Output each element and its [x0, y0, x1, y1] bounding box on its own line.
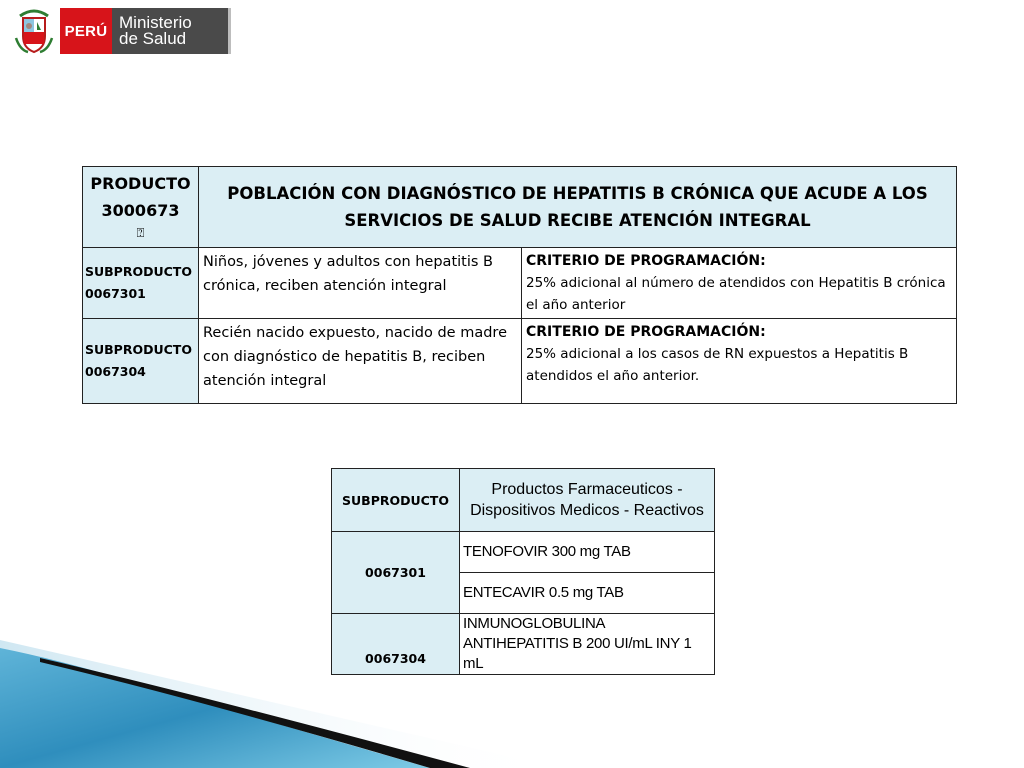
supply-item: INMUNOGLOBULINA ANTIHEPATITIS B 200 UI/mL INY 1 mL — [460, 614, 715, 675]
supply-row — [332, 532, 715, 573]
logo-ministry-box — [112, 8, 228, 54]
supplies-header-row — [332, 469, 715, 532]
product-glyph: ⍰ — [136, 226, 145, 241]
product-table — [82, 166, 957, 404]
logo-ministry-line2: de Salud — [119, 29, 187, 48]
subproduct-cell — [83, 319, 199, 404]
subproduct-code: 0067304 — [85, 364, 146, 379]
subproduct-code: 0067304 — [332, 614, 460, 675]
subproduct-row — [83, 319, 957, 404]
subproduct-label: SUBPRODUCTO — [85, 264, 192, 279]
product-code: 3000673 — [101, 201, 180, 220]
criterion-cell — [522, 248, 957, 319]
subproduct-code: 0067301 — [332, 532, 460, 614]
criterion-text: 25% adicional a los casos de RN expuestos a Hepatitis B atendidos el año anterior. — [526, 346, 909, 384]
criterion-title: CRITERIO DE PROGRAMACIÓN: — [526, 324, 766, 340]
logo-ministry-line1: Ministerio — [119, 13, 192, 32]
criterion-cell — [522, 319, 957, 404]
subproduct-cell — [83, 248, 199, 319]
supply-item: ENTECAVIR 0.5 mg TAB — [460, 573, 715, 614]
supply-item: TENOFOVIR 300 mg TAB — [460, 532, 715, 573]
subproduct-row — [83, 248, 957, 319]
decorative-swoosh — [0, 600, 1024, 768]
products-column-header: Productos Farmaceuticos - Dispositivos Medicos - Reactivos — [460, 469, 715, 532]
subproduct-description: Niños, jóvenes y adultos con hepatitis B crónica, reciben atención integral — [199, 248, 522, 319]
subproduct-code: 0067301 — [85, 286, 146, 301]
product-title: POBLACIÓN CON DIAGNÓSTICO DE HEPATITIS B CRÓNICA QUE ACUDE A LOS SERVICIOS DE SALUD RECIBE ATENCIÓN INTEGRAL — [199, 167, 957, 248]
criterion-text: 25% adicional al número de atendidos con Hepatitis B crónica el año anterior — [526, 275, 946, 313]
subproduct-label: SUBPRODUCTO — [85, 342, 192, 357]
product-label: PRODUCTO — [90, 174, 191, 193]
logo-edge — [228, 8, 231, 54]
ministry-logo — [14, 6, 231, 56]
product-header-row — [83, 167, 957, 248]
subproduct-column-header: SUBPRODUCTO — [332, 469, 460, 532]
logo-country-box — [60, 8, 112, 54]
logo-country: PERÚ — [64, 22, 108, 40]
criterion-title: CRITERIO DE PROGRAMACIÓN: — [526, 253, 766, 269]
coat-of-arms-icon — [14, 8, 54, 54]
subproduct-description: Recién nacido expuesto, nacido de madre con diagnóstico de hepatitis B, reciben atención integral — [199, 319, 522, 404]
product-cell — [83, 167, 199, 248]
